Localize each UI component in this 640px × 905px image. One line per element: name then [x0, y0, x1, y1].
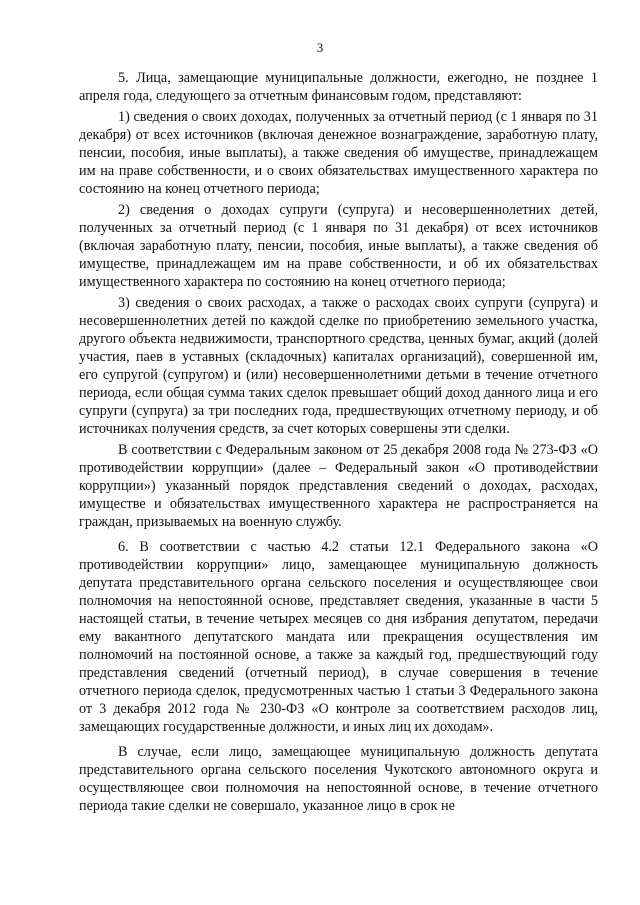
document-body [79, 69, 598, 818]
paragraph-item-6: 6. В соответствии с частью 4.2 статьи 12.1 Федерального закона «О противодействии коррупции» лицо, замещающее муниципальную должность депутата представительного органа сельского поселения и осуществляющее свои полномочия на непостоянной основе, представляет сведения, указанные в части 5 настоящей статьи, в течение четырех месяцев со дня избрания депутатом, передачи ему вакантного депутатского мандата или прекращения осуществления им полномочий на постоянной основе, а также за каждый год, предшествующий году представления сведений (отчетный период), в случае совершения в течение отчетного периода сделок, предусмотренных частью 1 статьи 3 Федерального закона от 3 декабря 2012 года № 230-ФЗ «О контроле за соответствием расходов лиц, замещающих государственные должности, и иных лиц их доходам». [79, 539, 598, 735]
page-number: 3 [316, 40, 324, 55]
paragraph-subitem-2: 2) сведения о доходах супруги (супруга) и несовершеннолетних детей, полученных за отчетный период (с 1 января по 31 декабря) от всех источников (включая заработную плату, пенсии, пособия, иные выплаты), а также сведения об имуществе, принадлежащем им на праве собственности, и об их обязательствах имущественного характера по состоянию на конец отчетного периода; [79, 202, 598, 290]
paragraph-no-transactions-case: В случае, если лицо, замещающее муниципальную должность депутата представительного органа сельского поселения Чукотского автономного округа и осуществляющее свои полномочия на непостоянной основе, в течение отчетного периода такие сделки не совершало, указанное лицо в срок не [79, 744, 598, 814]
paragraph-subitem-1: 1) сведения о своих доходах, полученных за отчетный период (с 1 января по 31 декабря) от всех источников (включая денежное вознаграждение, заработную плату, пенсии, пособия, иные выплаты), а также сведения об имуществе, принадлежащем им на праве собственности, и о своих обязательствах имущественного характера по состоянию на конец отчетного периода; [79, 109, 598, 197]
paragraph-federal-law-note: В соответствии с Федеральным законом от 25 декабря 2008 года № 273-ФЗ «О противодействии коррупции» (далее – Федеральный закон «О противодействии коррупции») указанный порядок представления сведений о доходах, расходах, имуществе и обязательствах имущественного характера не распространяется на граждан, призываемых на военную службу. [79, 442, 598, 530]
paragraph-subitem-3: 3) сведения о своих расходах, а также о расходах своих супруги (супруга) и несовершеннолетних детей по каждой сделке по приобретению земельного участка, другого объекта недвижимости, транспортного средства, ценных бумаг, акций (долей участия, паев в уставных (складочных) капиталах организаций), совершенной им, его супругой (супругом) и (или) несовершеннолетними детьми в течение отчетного периода, если общая сумма таких сделок превышает общий доход данного лица и его супруги (супруга) за три последних года, предшествующих отчетному периоду, и об источниках получения средств, за счет которых совершены эти сделки. [79, 295, 598, 437]
paragraph-item-5: 5. Лица, замещающие муниципальные должности, ежегодно, не позднее 1 апреля года, следующего за отчетным финансовым годом, представляют: [79, 70, 598, 104]
